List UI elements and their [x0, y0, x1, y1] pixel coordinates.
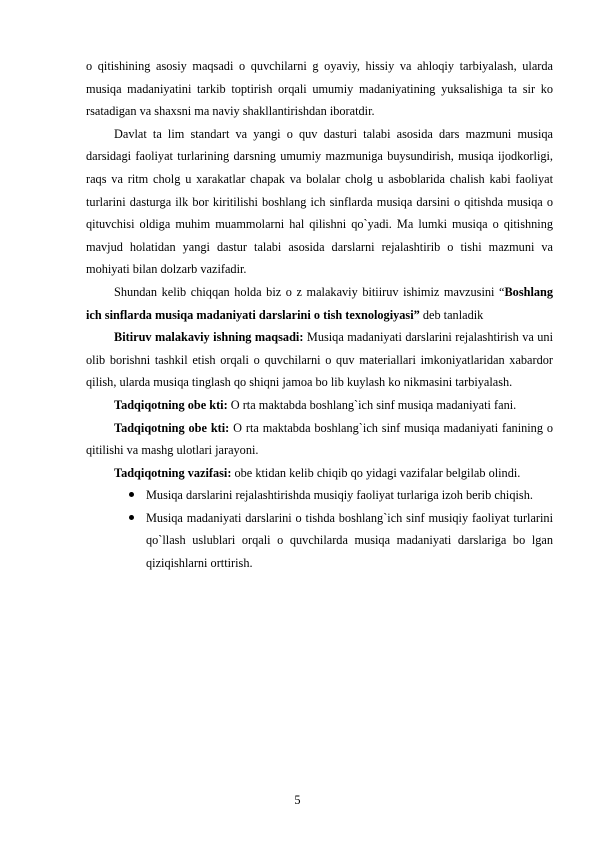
- tasks-label: Tadqiqotning vazifasi:: [114, 465, 232, 480]
- paragraph-standard: Davlat ta lim standart va yangi o quv dasturi talabi asosida dars mazmuni musiqa darsidagi faoliyat turlarining darsning umumiy mazmuniga buysundirish, musiqa ijodkorligi, raqs va ritm cholg u xarakatlar chapak va bolalar cholg u asboblarida chalish kabi faoliyat turlarini dasturga ilk bor kiritilishi boshlang ich sinflarda musiqa darsini o qitishda musiqa o qituvchisi oldiga muhim muammolarni hal qilishni qo`yadi. Ma lumki musiqa o qitishning mavjud holatidan yangi dastur talabi asosida darslarni rejalashtirib o tishi mazmuni va mohiyati bilan dolzarb vazifadir.: [86, 126, 553, 277]
- paragraph-intro: o qitishining asosiy maqsadi o quvchilarni g oyaviy, hissiy va ahloqiy tarbiyalash, ularda musiqa madaniyatini tarkib toptirish orqali umumiy madaniyatining yuksalishiga ta sir ko rsatadigan va shaxsni ma naviy shakllantirishdan iboratdir.: [86, 59, 553, 119]
- topic-tail-text: deb tanladik: [419, 307, 484, 322]
- topic-lead-text: Shundan kelib chiqqan holda biz o z malakaviy bitiiruv ishimiz mavzusini “: [114, 284, 505, 299]
- topic-title: Boshlang ich sinflarda musiqa madaniyati darslarini o tish texnologiyasi”: [86, 284, 553, 322]
- document-body: [86, 55, 553, 575]
- tasks-text: obe ktidan kelib chiqib qo yidagi vazifalar belgilab olindi.: [231, 465, 521, 480]
- paragraph-subject: [86, 417, 553, 462]
- paragraph-object: [86, 394, 553, 417]
- task-list: [86, 484, 553, 574]
- goal-text: Musiqa madaniyati darslarini rejalashtirish va uni olib borishni tashkil etish orqali o quvchilarni o quv materiallari imkoniyatlaridan xabardor qilish, ularda musiqa tinglash qo shiqni jamoa bo lib kuylash ko nikmasini tarbiyalash.: [86, 330, 553, 390]
- list-item-text: Musiqa madaniyati darslarini o tishda boshlang`ich sinf musiqiy faoliyat turlarini qo`llash uslublari orqali o quvchilarda musiqa madaniyati darslariga bo lgan qiziqishlarni orttirish.: [146, 510, 553, 571]
- bullet-icon: [129, 492, 134, 497]
- paragraph-tasks: [86, 462, 553, 485]
- paragraph-goal: [86, 326, 553, 394]
- bullet-icon: [129, 515, 134, 520]
- object-label: Tadqiqotning obe kti:: [114, 397, 228, 412]
- list-item-text: Musiqa darslarini rejalashtirishda musiqiy faoliyat turlariga izoh berib chiqish.: [146, 488, 533, 503]
- page-number: 5: [294, 793, 301, 807]
- subject-label: Tadqiqotning obe kti:: [114, 420, 230, 435]
- subject-text: O rta maktabda boshlang`ich sinf musiqa madaniyati fanining o qitilishi va mashg ulotlari jarayoni.: [86, 420, 553, 458]
- list-item: [146, 507, 553, 575]
- object-text: O rta maktabda boshlang`ich sinf musiqa madaniyati fani.: [227, 397, 517, 412]
- paragraph-topic: [86, 281, 553, 326]
- list-item: [146, 484, 553, 507]
- goal-label: Bitiruv malakaviy ishning maqsadi:: [114, 330, 304, 345]
